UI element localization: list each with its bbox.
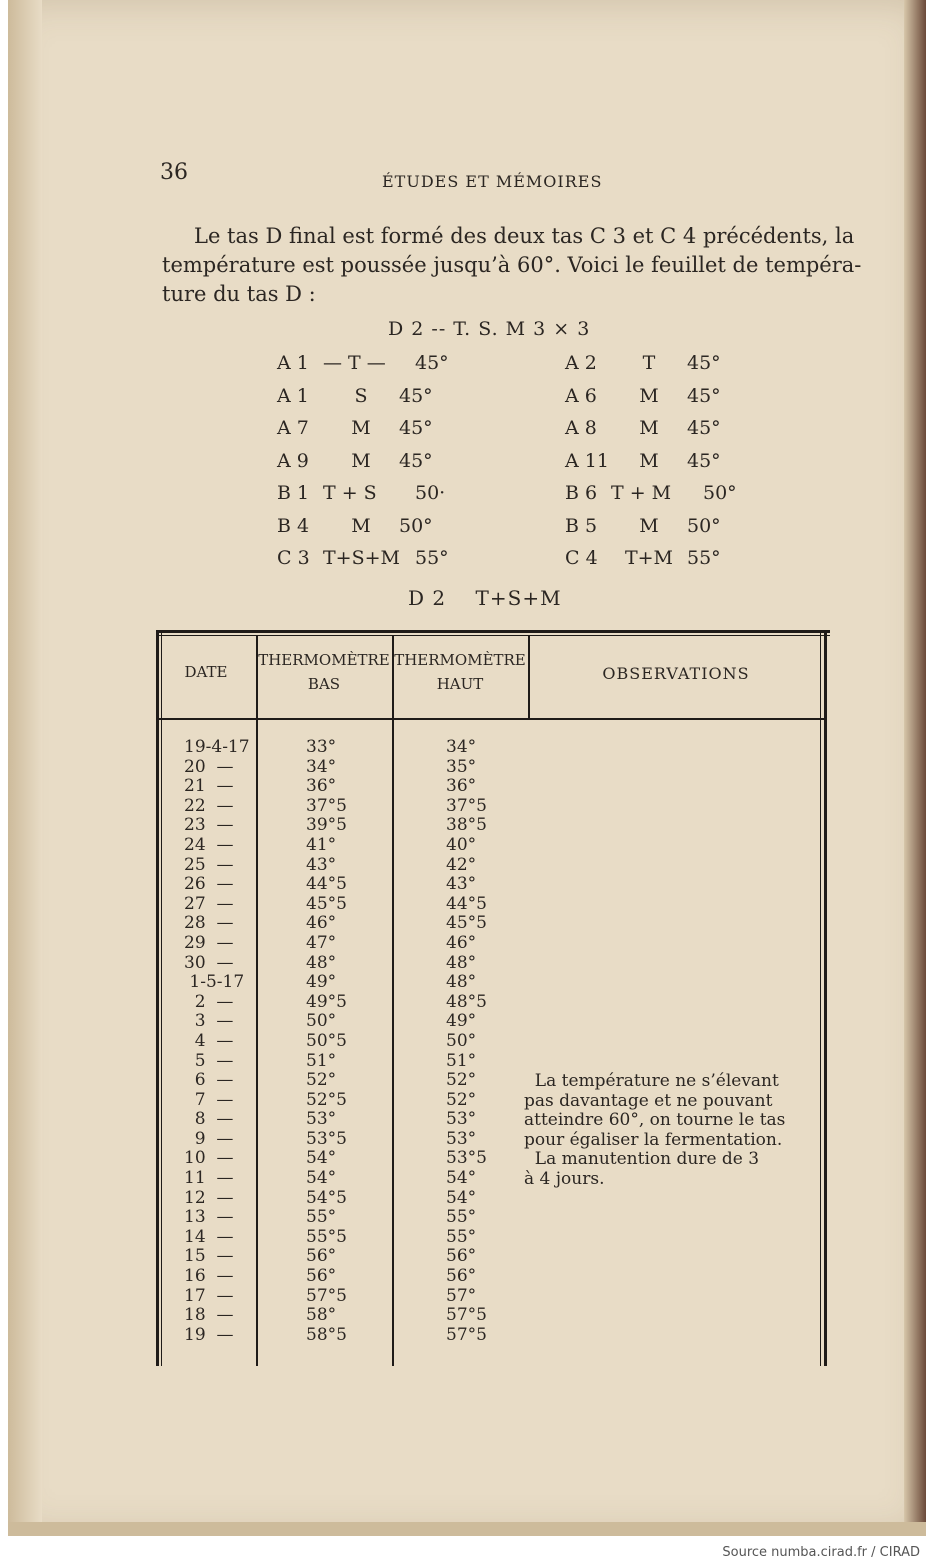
table-cell-haut: 57° (446, 1285, 477, 1306)
table-cell-bas: 57°5 (306, 1285, 347, 1306)
header-thermometer-low (256, 648, 392, 696)
pile-code: A 1 (277, 352, 309, 374)
pile-temperature: 45° (687, 352, 721, 374)
table-cell-date: 14 — (184, 1226, 234, 1247)
table-cell-bas: 48° (306, 952, 337, 973)
table-cell-haut: 40° (446, 834, 477, 855)
pile-row (565, 547, 733, 569)
pile-code: C 4 (565, 547, 598, 569)
table-cell-bas: 53° (306, 1109, 337, 1130)
table-cell-date: 19 — (184, 1324, 234, 1345)
table-cell-haut: 52° (446, 1089, 477, 1110)
table-cell-haut: 55° (446, 1207, 477, 1228)
high-thermometer-column (446, 738, 526, 1345)
table-cell-date: 13 — (184, 1207, 234, 1228)
header-line: HAUT (436, 675, 484, 693)
table-cell-bas: 52°5 (306, 1089, 347, 1110)
pile-row (565, 482, 749, 504)
page-number: 36 (160, 160, 188, 185)
pile-temperature: 45° (687, 384, 721, 407)
observation-line: à 4 jours. (524, 1168, 605, 1189)
table-cell-date: 1-5-17 (184, 972, 245, 993)
table-cell-bas: 43° (306, 854, 337, 875)
pile-code: B 1 (277, 482, 310, 504)
header-thermometer-high (392, 648, 528, 696)
pile-code: A 2 (565, 352, 597, 374)
table-cell-date: 11 — (184, 1168, 234, 1189)
pile-composition: M (351, 514, 371, 537)
pile-temperature: 45° (399, 417, 433, 439)
pile-row (277, 450, 445, 472)
temperature-table (156, 630, 830, 1366)
table-cell-bas: 46° (306, 913, 337, 934)
table-cell-haut: 48°5 (446, 991, 487, 1012)
pile-composition: T + M (611, 482, 672, 504)
pile-composition: T+S+M (323, 547, 400, 569)
table-cell-bas: 37°5 (306, 795, 347, 816)
table-cell-bas: 55°5 (306, 1226, 347, 1247)
pile-temperature: 45° (687, 417, 721, 439)
pile-composition: S (354, 384, 368, 407)
table-cell-date: 23 — (184, 815, 234, 836)
pile-composition: M (639, 384, 659, 407)
table-cell-haut: 43° (446, 874, 477, 895)
low-thermometer-column (306, 738, 386, 1345)
table-cell-haut: 49° (446, 1011, 477, 1032)
table-cell-date: 28 — (184, 913, 234, 934)
table-cell-bas: 34° (306, 756, 337, 777)
table-cell-bas: 51° (306, 1050, 337, 1071)
pile-composition: T+M (624, 547, 674, 569)
table-cell-haut: 46° (446, 932, 477, 953)
header-line: THERMOMÈTRE (394, 651, 526, 669)
table-cell-date: 8 — (184, 1109, 234, 1130)
pile-row (565, 385, 733, 407)
pile-temperature: 45° (399, 384, 433, 407)
table-cell-haut: 51° (446, 1050, 477, 1071)
table-cell-date: 5 — (184, 1050, 234, 1071)
pile-code: C 3 (277, 547, 310, 569)
table-cell-bas: 56° (306, 1266, 337, 1287)
table-cell-date: 3 — (184, 1011, 234, 1032)
pile-composition: T + S (323, 482, 377, 504)
table-cell-date: 10 — (184, 1148, 234, 1169)
pile-composition: M (351, 417, 371, 439)
table-cell-date: 7 — (184, 1089, 234, 1110)
table-cell-bas: 49° (306, 972, 337, 993)
table-cell-date: 25 — (184, 854, 234, 875)
table-cell-bas: 47° (306, 932, 337, 953)
table-cell-haut: 53° (446, 1128, 477, 1149)
pile-composition: M (639, 514, 659, 537)
header-line: BAS (307, 675, 341, 693)
observation-line: atteindre 60°, on tourne le tas (524, 1110, 786, 1131)
table-cell-haut: 52° (446, 1070, 477, 1091)
table-cell-bas: 58°5 (306, 1324, 347, 1345)
table-cell-date: 4 — (184, 1030, 234, 1051)
pile-code: A 7 (277, 417, 309, 439)
table-cell-haut: 54° (446, 1187, 477, 1208)
pile-row (277, 547, 461, 569)
pile-row (277, 515, 445, 537)
table-cell-bas: 53°5 (306, 1128, 347, 1149)
observation-line: pas davantage et ne pouvant (524, 1090, 773, 1111)
table-cell-haut: 56° (446, 1246, 477, 1267)
table-cell-date: 15 — (184, 1246, 234, 1267)
table-cell-bas: 33° (306, 737, 337, 757)
pile-row (277, 417, 445, 439)
table-cell-bas: 54° (306, 1148, 337, 1169)
table-cell-date: 19-4-17 (184, 737, 250, 757)
table-cell-bas: 36° (306, 776, 337, 797)
paragraph-line: température est poussée jusqu’à 60°. Voici le feuillet de tempéra- (162, 253, 862, 277)
table-cell-date: 18 — (184, 1305, 234, 1326)
page-edge-shadow (8, 0, 42, 1536)
table-cell-bas: 54° (306, 1168, 337, 1189)
date-column (184, 738, 264, 1345)
pile-temperature: 45° (687, 449, 721, 472)
table-cell-date: 26 — (184, 874, 234, 895)
table-cell-bas: 56° (306, 1246, 337, 1267)
table-cell-bas: 41° (306, 834, 337, 855)
pile-code: B 5 (565, 514, 598, 537)
table-cell-haut: 42° (446, 854, 477, 875)
source-credit: Source numba.cirad.fr / CIRAD (722, 1545, 920, 1560)
table-cell-haut: 36° (446, 776, 477, 797)
table-cell-haut: 44°5 (446, 893, 487, 914)
observation-line: pour égaliser la fermentation. (524, 1129, 783, 1150)
page-bottom-edge (8, 1522, 926, 1536)
observation-line: La manutention dure de 3 (524, 1149, 760, 1170)
pile-temperature: 50° (703, 482, 737, 504)
pile-code: A 8 (565, 417, 597, 439)
table-cell-bas: 58° (306, 1305, 337, 1326)
table-cell-haut: 55° (446, 1226, 477, 1247)
pile-temperature: 50° (399, 514, 433, 537)
pile-code: A 6 (565, 384, 597, 407)
table-cell-haut: 48° (446, 972, 477, 993)
table-cell-haut: 53°5 (446, 1148, 487, 1169)
paragraph-line: Le tas D final est formé des deux tas C 3 et C 4 précédents, la (194, 224, 855, 248)
pile-temperature: 45° (415, 352, 449, 374)
pile-row (277, 482, 461, 504)
pile-code: A 11 (565, 449, 609, 472)
table-cell-haut: 57°5 (446, 1305, 487, 1326)
pile-row (565, 417, 733, 439)
header-observations: OBSERVATIONS (602, 664, 750, 683)
pile-composition: — T — (323, 352, 386, 374)
table-cell-date: 2 — (184, 991, 234, 1012)
pile-code: A 9 (277, 449, 309, 472)
table-cell-haut: 45°5 (446, 913, 487, 934)
table-cell-date: 22 — (184, 795, 234, 816)
table-cell-bas: 50°5 (306, 1030, 347, 1051)
table-cell-bas: 49°5 (306, 991, 347, 1012)
table-cell-date: 16 — (184, 1266, 234, 1287)
pile-row (565, 352, 733, 374)
table-cell-date: 9 — (184, 1128, 234, 1149)
table-cell-bas: 39°5 (306, 815, 347, 836)
pile-row (277, 352, 461, 374)
formula-title: D 2 -- T. S. M 3 ⨯ 3 (388, 318, 591, 340)
table-cell-haut: 56° (446, 1266, 477, 1287)
pile-composition: T (642, 352, 656, 374)
observation-line: La température ne s’élevant (524, 1071, 779, 1091)
table-cell-haut: 53° (446, 1109, 477, 1130)
table-cell-bas: 55° (306, 1207, 337, 1228)
formula-footer: D 2 T+S+M (408, 586, 562, 610)
pile-temperature: 55° (415, 547, 449, 569)
table-cell-date: 30 — (184, 952, 234, 973)
table-cell-date: 20 — (184, 756, 234, 777)
intro-paragraph (162, 222, 862, 309)
running-head: ÉTUDES ET MÉMOIRES (382, 172, 603, 191)
table-cell-date: 29 — (184, 932, 234, 953)
table-cell-date: 21 — (184, 776, 234, 797)
pile-code: A 1 (277, 384, 309, 407)
pile-row (277, 385, 445, 407)
pile-row (565, 450, 733, 472)
pile-code: B 4 (277, 514, 310, 537)
table-cell-date: 6 — (184, 1070, 234, 1091)
table-cell-bas: 52° (306, 1070, 337, 1091)
pile-temperature: 55° (687, 547, 721, 569)
pile-temperature: 50· (415, 482, 446, 504)
pile-temperature: 45° (399, 449, 433, 472)
table-cell-haut: 50° (446, 1030, 477, 1051)
observations-text (524, 1072, 812, 1190)
table-cell-date: 17 — (184, 1285, 234, 1306)
table-cell-haut: 34° (446, 737, 477, 757)
table-cell-haut: 35° (446, 756, 477, 777)
table-cell-date: 24 — (184, 834, 234, 855)
header-date: DATE (184, 663, 228, 681)
table-cell-haut: 37°5 (446, 795, 487, 816)
table-cell-bas: 50° (306, 1011, 337, 1032)
paragraph-line: ture du tas D : (162, 282, 316, 306)
table-cell-haut: 54° (446, 1168, 477, 1189)
pile-code: B 6 (565, 482, 598, 504)
book-cover-edge (904, 0, 926, 1536)
table-cell-haut: 38°5 (446, 815, 487, 836)
pile-composition: M (639, 449, 659, 472)
table-cell-date: 12 — (184, 1187, 234, 1208)
header-line: THERMOMÈTRE (258, 651, 390, 669)
table-cell-bas: 54°5 (306, 1187, 347, 1208)
table-cell-haut: 48° (446, 952, 477, 973)
table-cell-bas: 45°5 (306, 893, 347, 914)
pile-temperature: 50° (687, 514, 721, 537)
table-cell-bas: 44°5 (306, 874, 347, 895)
table-cell-date: 27 — (184, 893, 234, 914)
pile-composition: M (639, 417, 659, 439)
pile-composition: M (351, 449, 371, 472)
table-cell-haut: 57°5 (446, 1324, 487, 1345)
pile-row (565, 515, 733, 537)
